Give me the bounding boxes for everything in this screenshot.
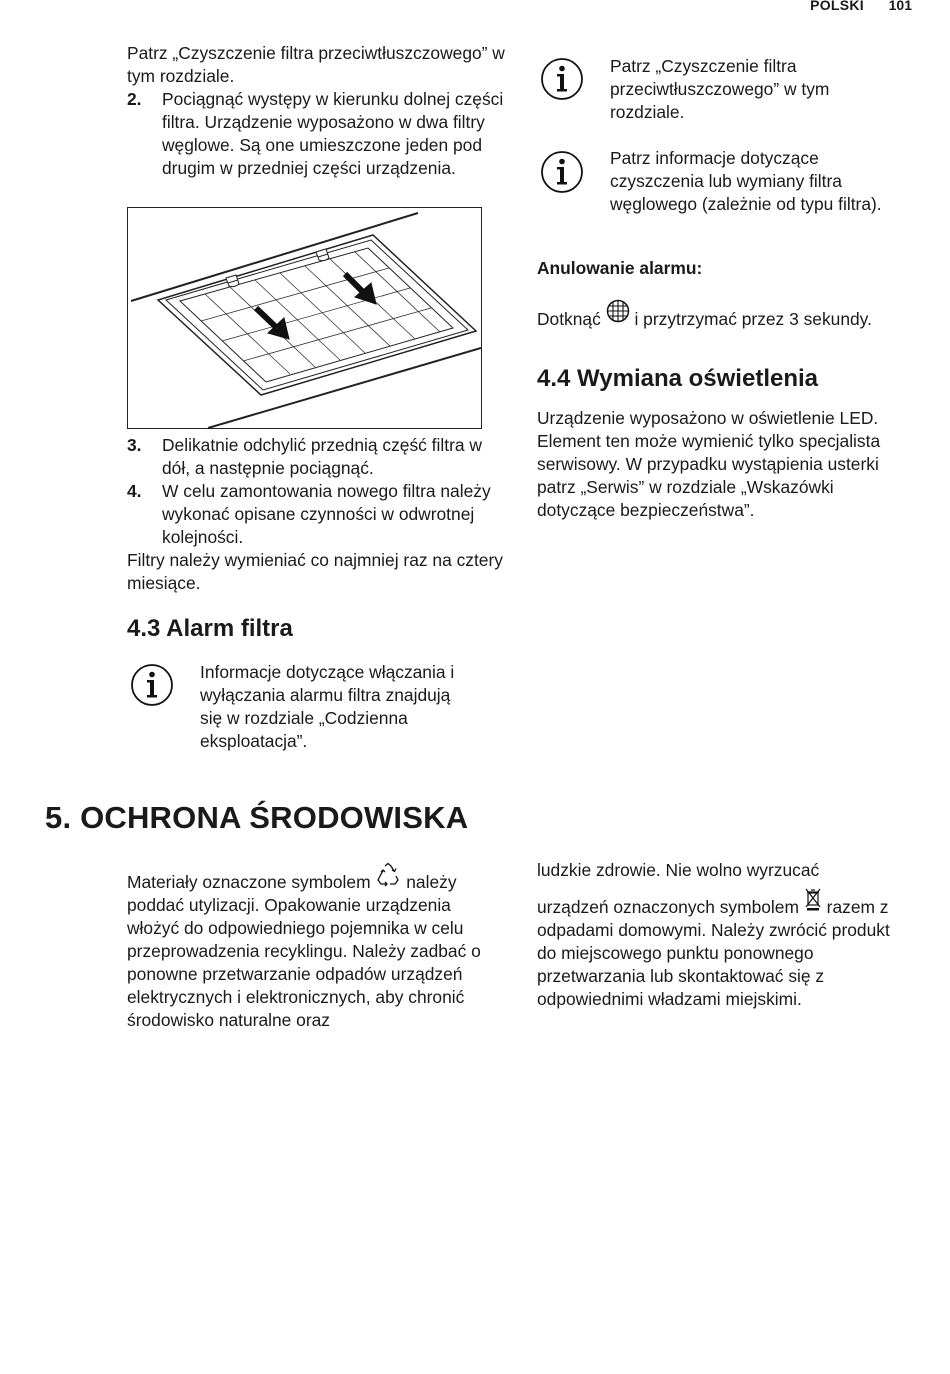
step-text: Pociągnąć występy w kierunku dolnej części filtra. Urządzenie wyposażono w dwa filtry węglowe. Są one umieszczone jeden pod drugim w przedniej części urządzenia. (162, 89, 504, 178)
environment-text-right (537, 859, 907, 1011)
lighting-text: Urządzenie wyposażono w oświetlenie LED. Element ten może wymienić tylko specjalista serwisowy. W przypadku wystąpienia usterki patrz „Serwis” w rozdziale „Wskazówki dotyczące bezpieczeństwa”. (537, 408, 881, 520)
right-first-line: ludzkie zdrowie. Nie wolno wyrzucać (537, 860, 820, 880)
info-icon (540, 57, 584, 101)
left-column-upper (127, 42, 507, 180)
weee-paragraph (537, 887, 907, 1011)
filter-grid-icon (606, 299, 630, 323)
recycle-text-after: należy poddać utylizacji. Opakowanie urządzenia włożyć do odpowiedniego pojemnika w celu przeprowadzenia recyklingu. Należy zadbać o ponowne przetwarzanie odpadów urządzeń elektrycznych i elektronicznych, aby chronić środowisko naturalne oraz (127, 872, 481, 1030)
page-number: 101 (888, 0, 912, 13)
recycle-icon (375, 862, 401, 888)
cancel-alarm-text (537, 299, 907, 331)
info-icon (540, 150, 584, 194)
step-2 (127, 88, 507, 180)
step-3 (127, 434, 507, 480)
environment-text-left (127, 862, 487, 1032)
step-4 (127, 480, 507, 549)
cancel-text-before: Dotknąć (537, 309, 601, 329)
section-5-heading: 5. OCHRONA ŚRODOWISKA (45, 800, 469, 835)
section-4-3-heading: 4.3 Alarm filtra (127, 615, 293, 642)
step-number: 2. (127, 89, 142, 109)
weee-text-before: urządzeń oznaczonych symbolem (537, 897, 799, 917)
left-column-lower (127, 434, 507, 595)
carbon-filter-info: Patrz informacje dotyczące czyszczenia lub wymiany filtra węglowego (zależnie od typu filtra). (610, 148, 882, 214)
step-text: Delikatnie odchylić przednią część filtra w dół, a następnie pociągnąć. (162, 435, 482, 478)
filter-illustration (127, 207, 482, 429)
grease-filter-info: Patrz „Czyszczenie filtra przeciwtłuszczowego” w tym rozdziale. (610, 56, 830, 122)
section-4-4-heading: 4.4 Wymiana oświetlenia (537, 365, 819, 392)
step-number: 3. (127, 435, 142, 455)
cancel-text-after: i przytrzymać przez 3 sekundy. (634, 309, 872, 329)
recycle-text-before: Materiały oznaczone symbolem (127, 872, 371, 892)
step-text: W celu zamontowania nowego filtra należy wykonać opisane czynności w odwrotnej kolejności. (162, 481, 491, 547)
filter-drawing (128, 208, 481, 428)
filter-replacement-note: Filtry należy wymieniać co najmniej raz na cztery miesiące. (127, 550, 503, 593)
cancel-alarm-heading: Anulowanie alarmu: (537, 258, 703, 278)
header-language: POLSKI (810, 0, 864, 13)
info-icon (130, 663, 174, 707)
weee-text-after: razem z odpadami domowymi. Należy zwrócić produkt do miejscowego punktu ponownego przetwarzania lub skontaktować się z odpowiednimi władzami miejskimi. (537, 897, 890, 1009)
crossed-bin-icon (804, 887, 822, 911)
alarm-info-text: Informacje dotyczące włączania i wyłączania alarmu filtra znajdują się w rozdziale „Codzienna eksploatacja”. (200, 662, 455, 751)
intro-text: Patrz „Czyszczenie filtra przeciwtłuszczowego” w tym rozdziale. (127, 43, 505, 86)
step-number: 4. (127, 481, 142, 501)
